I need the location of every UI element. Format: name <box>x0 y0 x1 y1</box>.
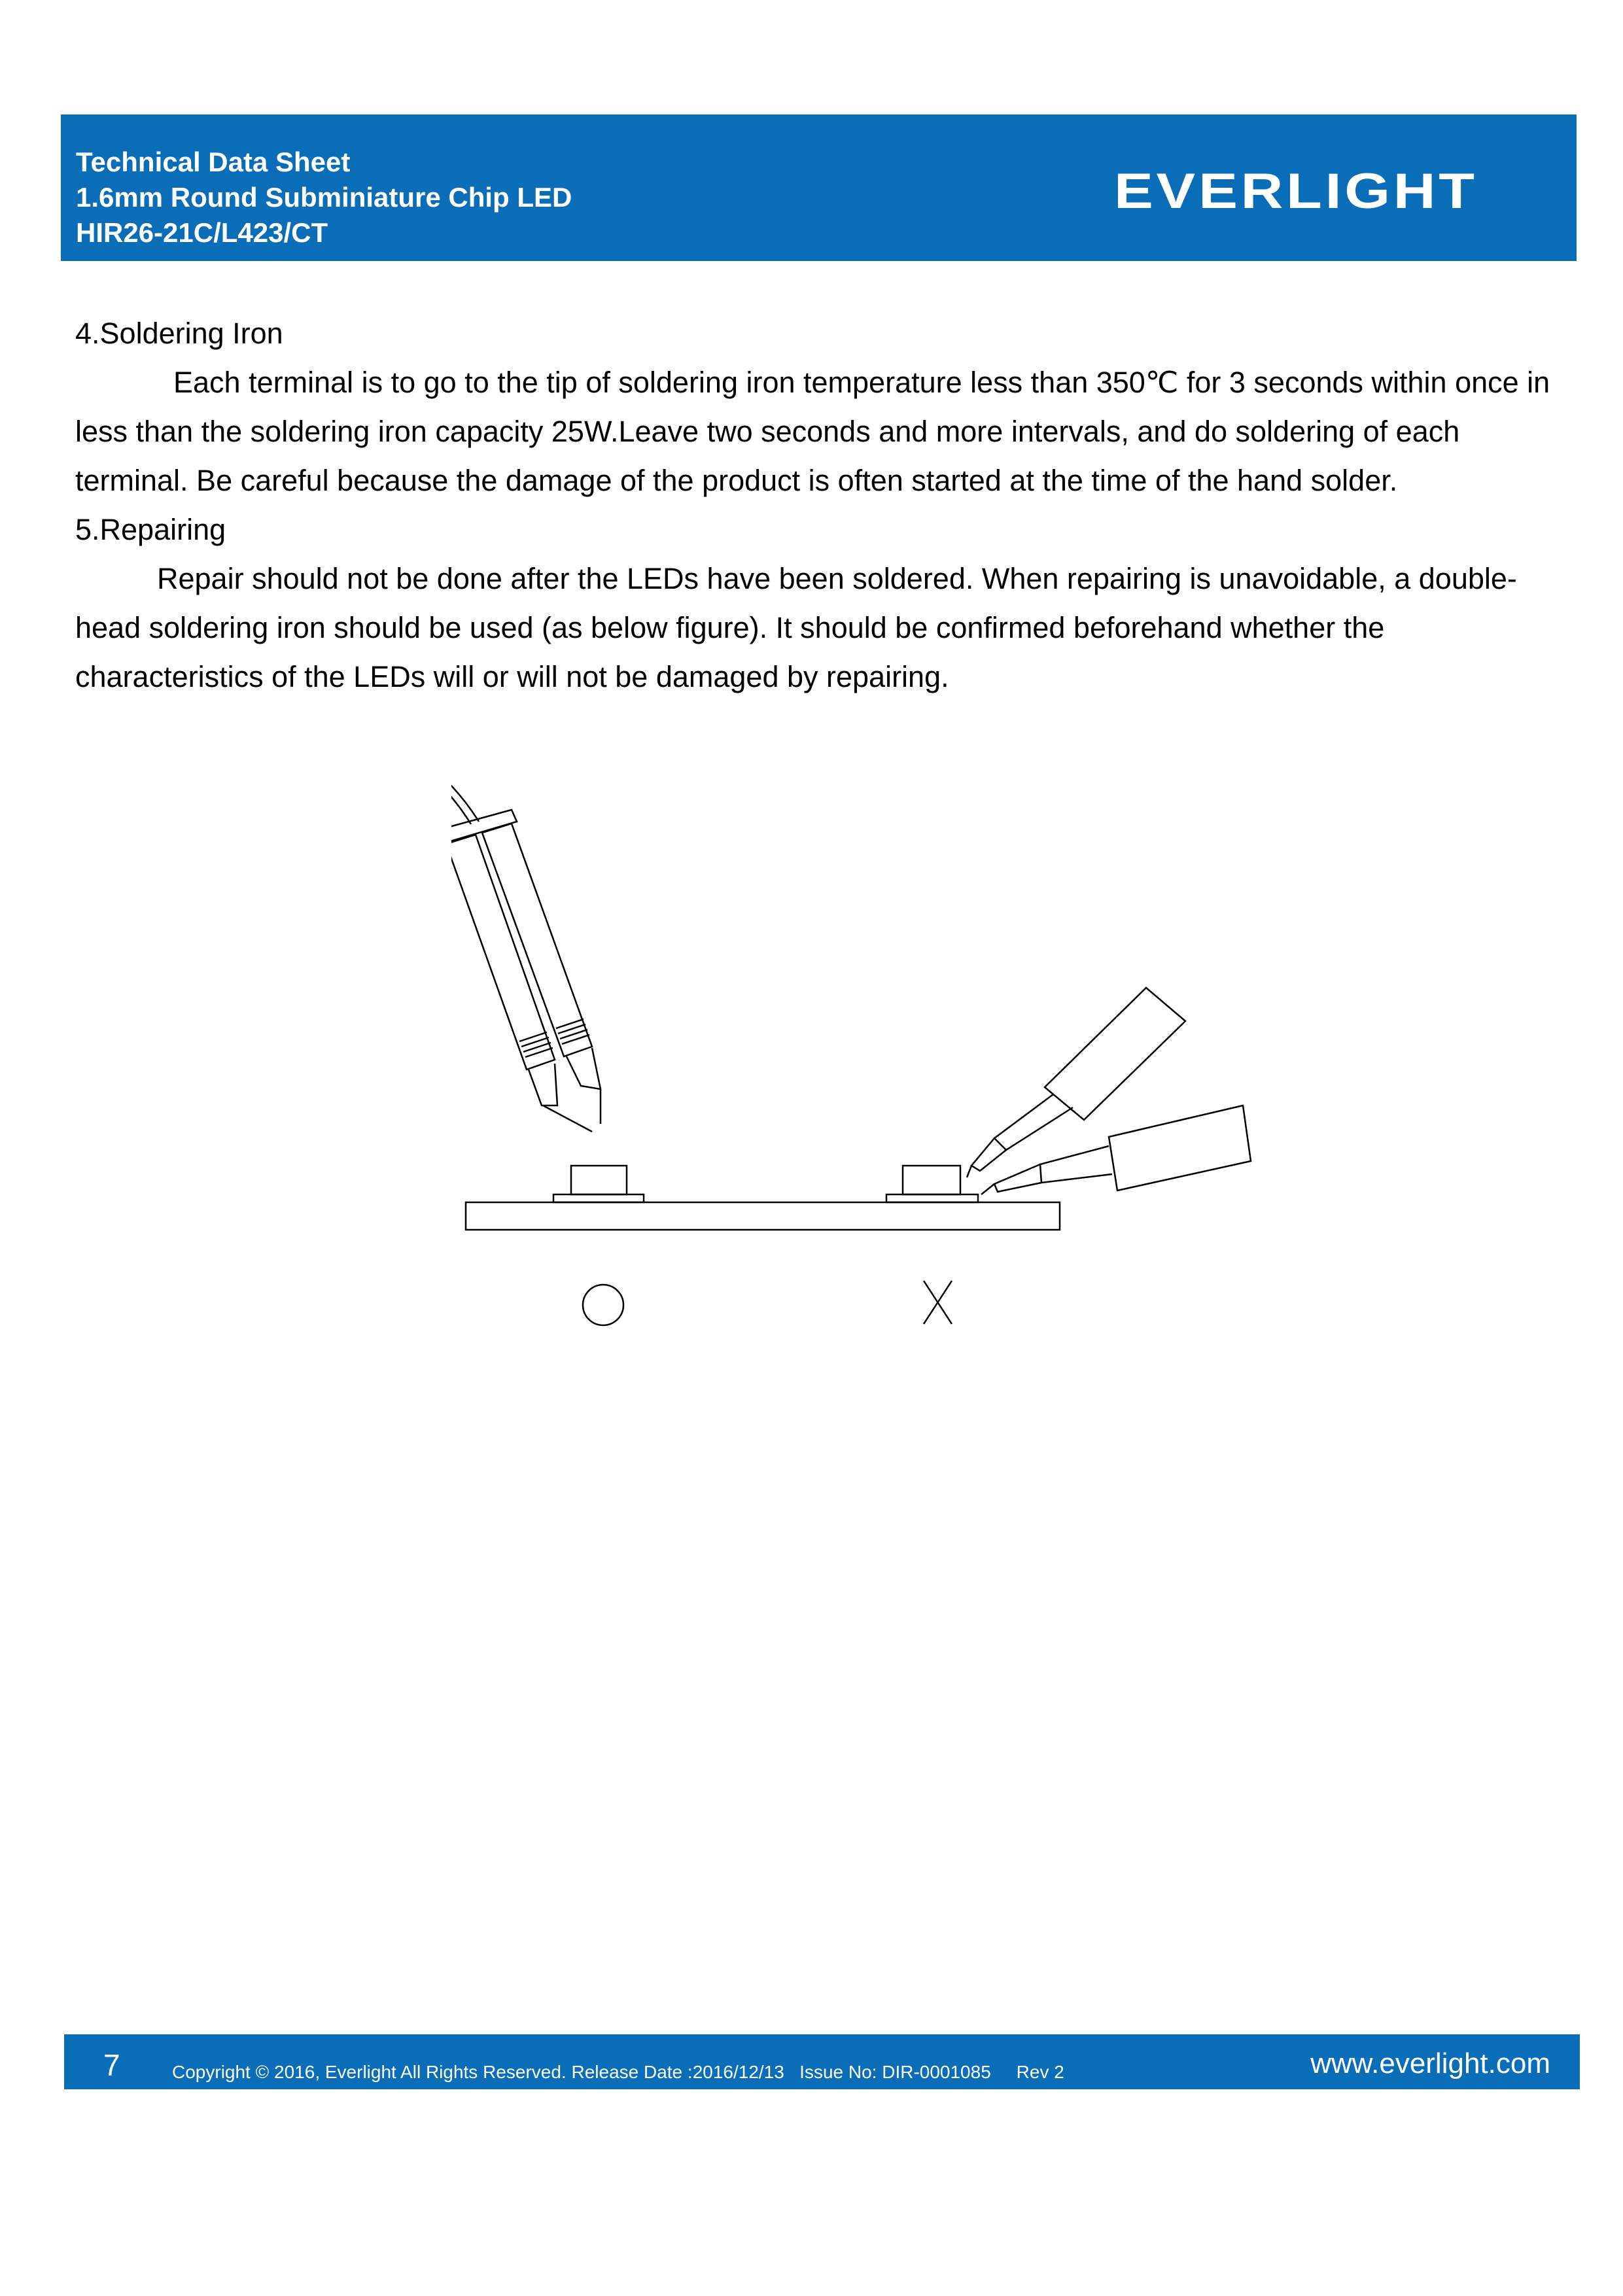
header-titles <box>76 145 572 251</box>
double-head-iron-illustration <box>451 751 601 1132</box>
section-5-paragraph: Repair should not be done after the LEDs have been soldered. When repairing is unavoidable, a double-head soldering iron should be used (as below figure). It should be confirmed beforehand whether the characteristics of the LEDs will or will not be damaged by repairing. <box>75 562 1517 693</box>
header-bar <box>61 114 1577 261</box>
wrong-method-x-icon <box>924 1281 952 1324</box>
copyright-text: Copyright © 2016, Everlight All Rights Reserved. Release Date :2016/12/13 Issue No: DIR-0001085 Rev 2 <box>172 2062 1064 2082</box>
section-4-paragraph: Each terminal is to go to the tip of soldering iron temperature less than 350℃ for 3 seconds within once in less than the soldering iron capacity 25W.Leave two seconds and more intervals, and do soldering of each terminal. Be careful because the damage of the product is often started at the time of the hand solder. <box>75 366 1550 497</box>
section-4-heading: 4.Soldering Iron <box>75 317 283 350</box>
correct-method-circle-icon <box>583 1285 623 1325</box>
section-5-heading: 5.Repairing <box>75 513 226 546</box>
repair-figure <box>451 746 1276 1334</box>
single-iron-illustration <box>967 988 1251 1194</box>
footer-bar <box>64 2034 1580 2089</box>
product-title: 1.6mm Round Subminiature Chip LED <box>76 182 572 213</box>
everlight-logo: EVERLIGHT <box>1114 164 1478 219</box>
part-number: HIR26-21C/L423/CT <box>76 217 328 248</box>
pcb-with-leds <box>466 1166 1060 1230</box>
main-content <box>75 309 1567 701</box>
page-number: 7 <box>103 2048 120 2082</box>
doc-type-title: Technical Data Sheet <box>76 147 351 177</box>
website-link[interactable]: www.everlight.com <box>1310 2047 1550 2079</box>
